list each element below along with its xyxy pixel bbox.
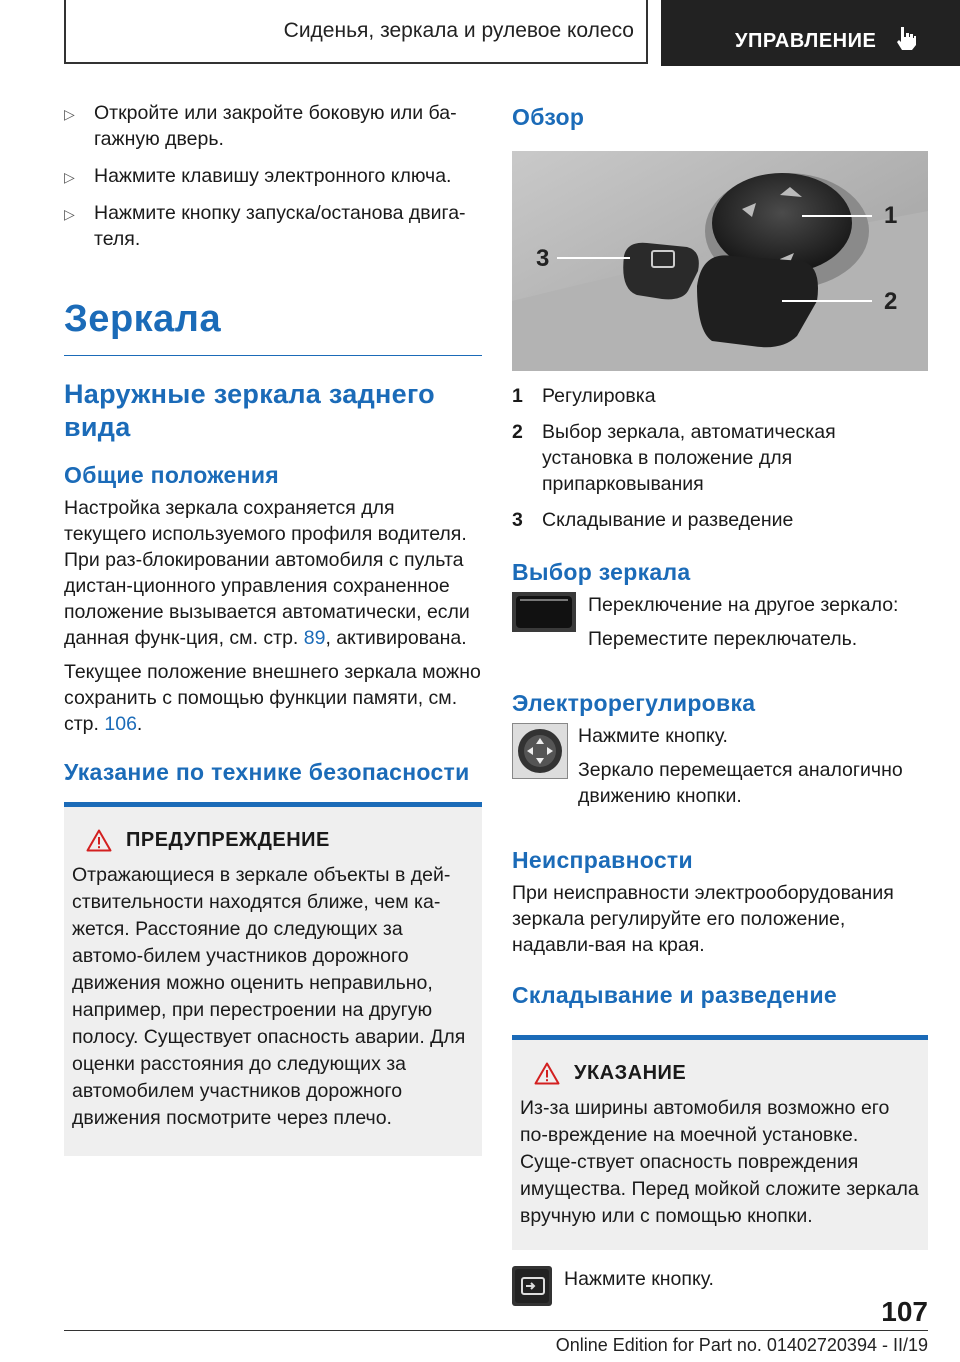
notice-box (512, 1035, 928, 1250)
triangle-bullet-icon: ▷ (64, 169, 75, 185)
mirror-fold-button-icon (512, 1266, 552, 1311)
heading-electric-adjust: Электрорегулировка (512, 690, 756, 716)
list-item: 2 Выбор зеркала, автоматическая установка в положение для припарковывания (512, 421, 836, 495)
subheading-outside-mirrors: Наружные зеркала заднего вида (64, 379, 435, 442)
page-link-106[interactable]: 106 (104, 713, 137, 735)
list-item: 1 Регулировка (512, 385, 656, 407)
page-number: 107 (881, 1296, 928, 1327)
warning-triangle-icon (86, 829, 112, 852)
paragraph-general-2: Текущее положение внешнего зеркала можно сохранить с помощью функции памяти, см. стр. 106. (64, 661, 481, 735)
mirror-controls-photo (512, 151, 928, 371)
list-item: ▷ Нажмите клавишу электронного ключа. (64, 163, 482, 189)
heading-mirror-select: Выбор зеркала (512, 559, 691, 585)
mirror-switch-icon (512, 592, 576, 637)
warning-triangle-icon (534, 1062, 560, 1085)
edition-info: Online Edition for Part no. 01402720394 - II/19 (555, 1335, 928, 1355)
heading-faults: Неисправности (512, 847, 693, 873)
mirror-adjust-knob-icon (512, 723, 568, 784)
heading-fold: Складывание и разведение (512, 982, 838, 1008)
list-item: 3 Складывание и разведение (512, 509, 794, 531)
notice-title: УКАЗАНИЕ (574, 1062, 687, 1084)
section-title: Сиденья, зеркала и рулевое колесо (283, 19, 634, 42)
legend-list (512, 383, 928, 533)
chapter-label: УПРАВЛЕНИЕ (735, 30, 877, 52)
warning-title: ПРЕДУПРЕЖДЕНИЕ (126, 829, 330, 851)
footer-divider (64, 1330, 928, 1331)
chapter-tab (661, 0, 960, 66)
paragraph-faults: При неисправности электрооборудования зеркала регулируйте его положение, надавли-вая на края. (512, 882, 894, 956)
hand-pointer-icon (895, 25, 917, 57)
paragraph-general-1: Настройка зеркала сохраняется для текущего используемого профиля водителя. При раз-блокировании автомобиля с пульта дистан-ционного управления сохраненное положение вызывается автоматически, если данная функ-ция, см. стр. 89, активирована. (64, 497, 470, 649)
callout-label-1: 1 (884, 202, 898, 229)
page-link-89[interactable]: 89 (303, 627, 326, 649)
electric-adjust-row: Нажмите кнопку. Зеркало перемещается аналогично движению кнопки. (512, 723, 928, 817)
warning-text: Отражающиеся в зеркале объекты в дей-ствительности находятся ближе, чем ка-жется. Расстояние до следующих за автомо-билем участников дорожного движения можно оценить неправильно, например, при перестроении на другую полосу. Существует опасность аварии. Для оценки расстояния до следующих за автомобилем участников дорожного движения посмотрите через плечо. (72, 864, 466, 1129)
heading-overview: Обзор (512, 104, 585, 130)
triangle-bullet-icon: ▷ (64, 206, 75, 222)
heading-safety: Указание по технике безопасности (64, 759, 470, 785)
warning-box (64, 802, 482, 1156)
list-item: ▷ Откройте или закройте боковую или ба-гажную дверь. (64, 102, 457, 150)
callout-label-3: 3 (536, 245, 550, 272)
fold-button-row: Нажмите кнопку. (512, 1266, 928, 1311)
list-item: ▷ Нажмите кнопку запуска/останова двига-теля. (64, 202, 466, 250)
mirror-select-row: Переключение на другое зеркало: Переместите переключатель. (512, 592, 928, 660)
triangle-bullet-icon: ▷ (64, 106, 75, 122)
callout-label-2: 2 (884, 288, 898, 315)
left-column (64, 100, 482, 1156)
notice-text: Из-за ширины автомобиля возможно его по-вреждение на моечной установке. Суще-ствует опасность повреждения имущества. Перед мойкой сложите зеркала вручную или с помощью кнопки. (520, 1097, 919, 1227)
right-column (512, 100, 928, 1311)
section-heading-mirrors: Зеркала (64, 298, 482, 356)
heading-general: Общие положения (64, 462, 279, 488)
running-header (64, 0, 648, 64)
